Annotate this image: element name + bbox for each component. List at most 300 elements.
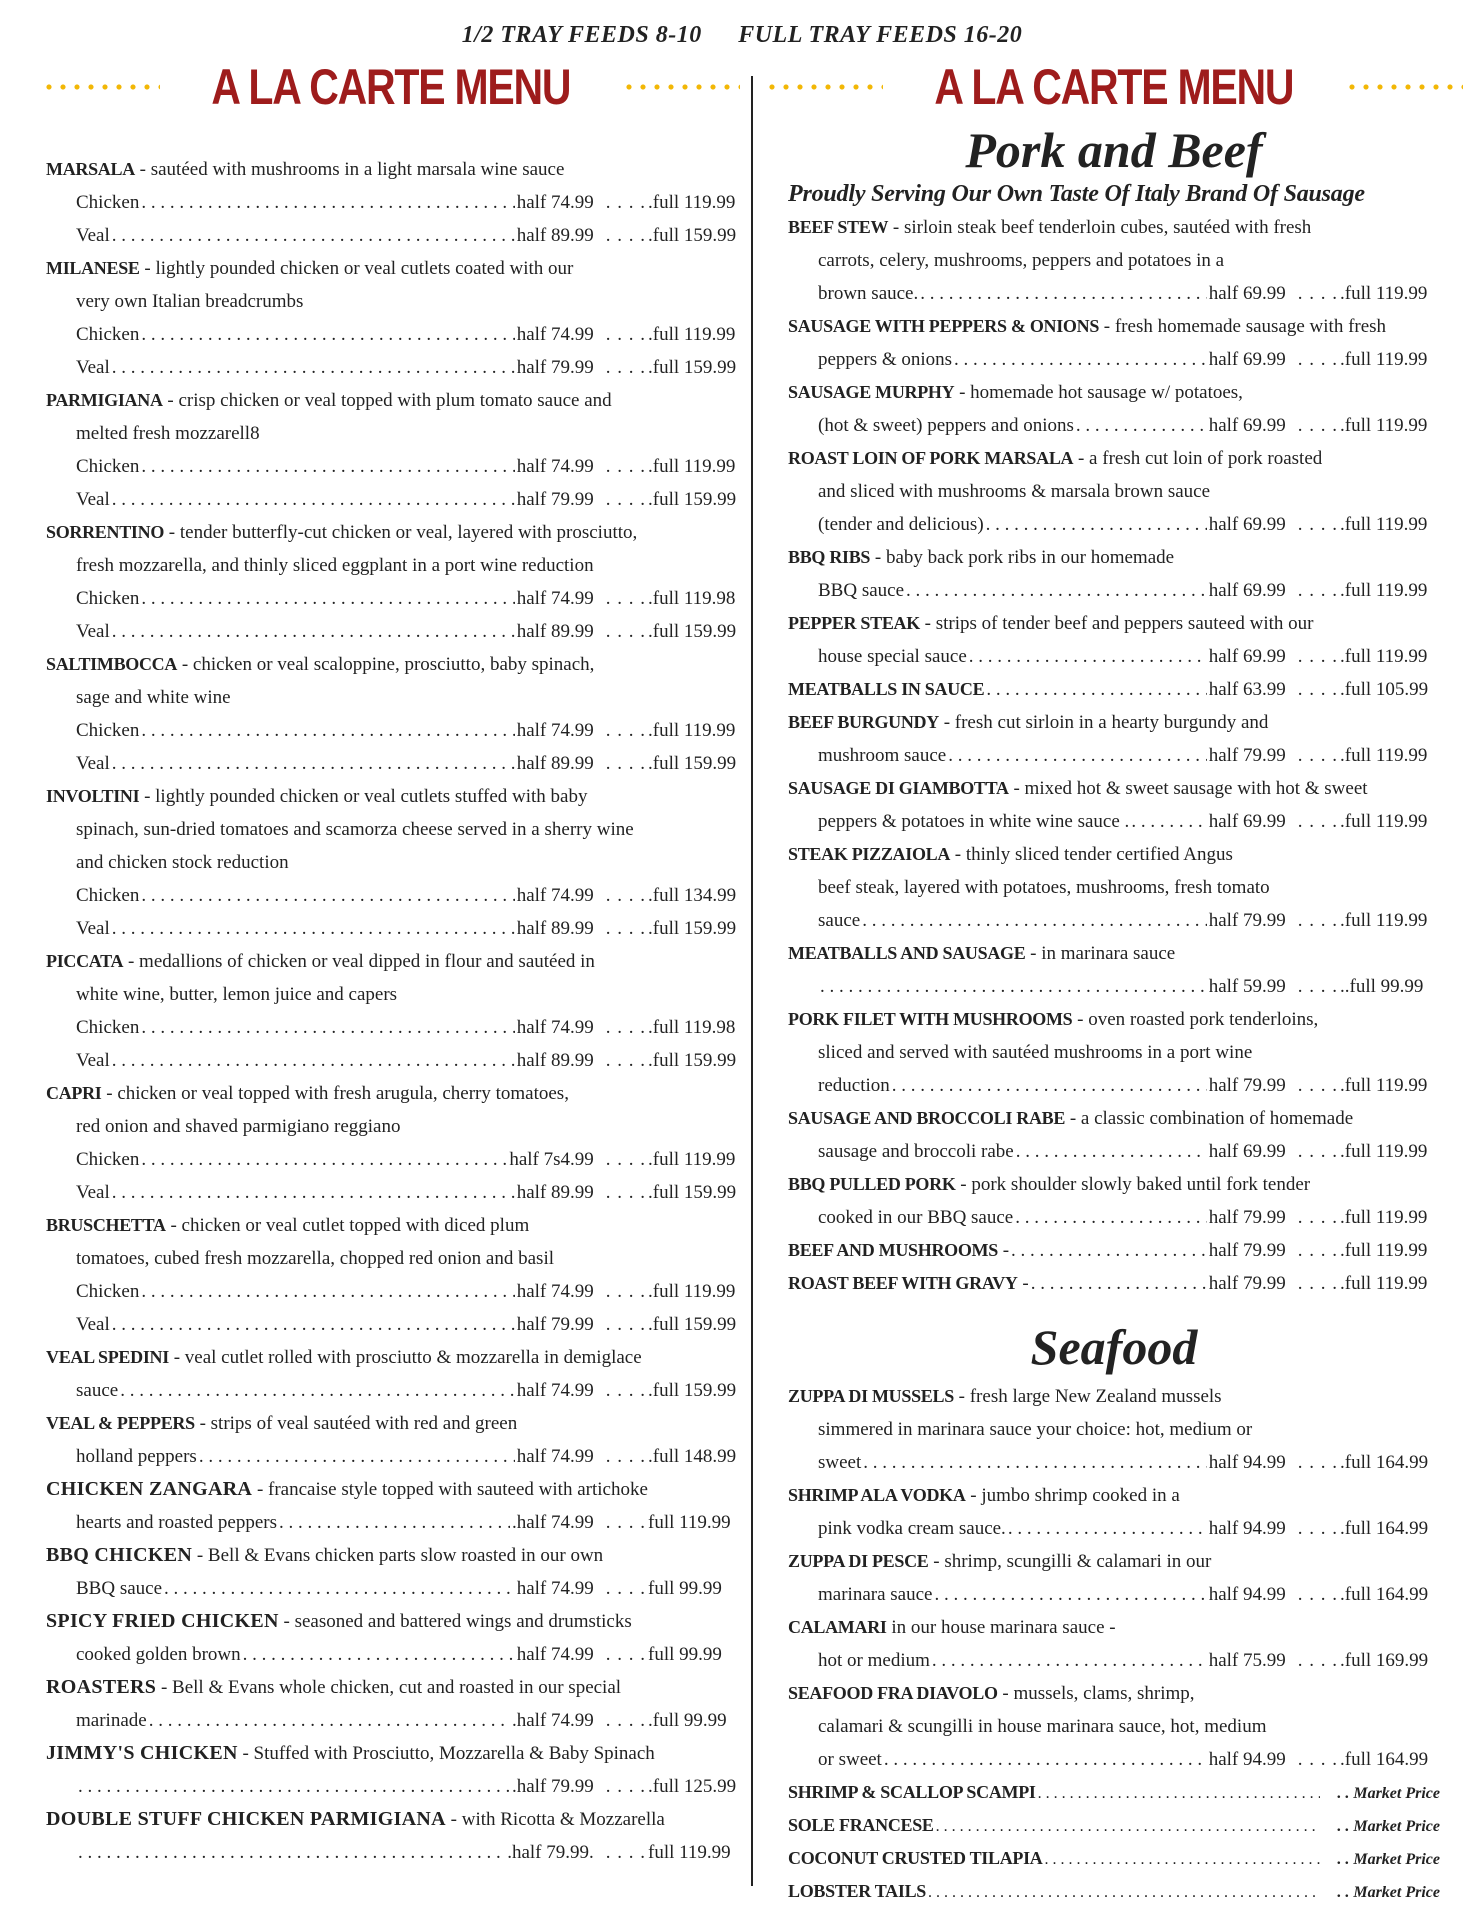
half-tray-price: half 74.99 [516, 1281, 594, 1302]
dot-leader [164, 1572, 515, 1605]
price-row [46, 1704, 736, 1737]
dot-leader: . . . . [1297, 1273, 1338, 1294]
half-tray-note: 1/2 TRAY FEEDS 8-10 [461, 22, 702, 48]
price-row-label: Veal [76, 225, 110, 246]
menu-item-description: - chicken or veal cutlet topped with diced plum [165, 1215, 530, 1236]
full-tray-price: .full 159.99 [648, 621, 737, 642]
half-tray-price: half 74.99 [516, 1017, 594, 1038]
price-row [46, 1176, 736, 1209]
menu-item [788, 310, 1440, 376]
menu-item-description: - jumbo shrimp cooked in a [965, 1485, 1180, 1506]
full-tray-price: .full 119.99 [648, 1281, 736, 1302]
column-divider [751, 76, 753, 1886]
price-row [788, 640, 1440, 673]
dot-leader [986, 673, 1206, 706]
menu-item-first-line [788, 376, 1440, 409]
price-row [46, 450, 736, 483]
menu-title-left [46, 55, 736, 119]
price-row [46, 747, 736, 780]
menu-item-first-line [46, 1341, 736, 1374]
menu-item-first-line [46, 252, 736, 285]
menu-title-right [788, 55, 1440, 119]
menu-item-name: DOUBLE STUFF CHICKEN PARMIGIANA [46, 1808, 446, 1830]
dot-leader: . . . . [605, 1710, 646, 1731]
price-row-label: Chicken [76, 1017, 140, 1038]
half-tray-price: half 74.99 [516, 1644, 594, 1665]
price-row [46, 1044, 736, 1077]
dot-leader: . . . . [1297, 646, 1338, 667]
price-row [46, 351, 736, 384]
dot-leader: . . . . [605, 1776, 646, 1797]
price-row [788, 343, 1440, 376]
menu-item-description: - mixed hot & sweet sausage with hot & sweet [1008, 778, 1368, 799]
menu-item-description: - oven roasted pork tenderloins, [1072, 1009, 1319, 1030]
price-row-label: Chicken [76, 1149, 140, 1170]
menu-item-first-line [46, 945, 736, 978]
menu-item-name: BEEF STEW [788, 217, 889, 237]
menu-item-first-line [788, 1003, 1440, 1036]
full-tray-price: .full 134.99 [648, 885, 737, 906]
dot-leader: . . . . [1297, 283, 1338, 304]
menu-title-text: A LA CARTE MENU [211, 59, 571, 115]
menu-item-description: melted fresh mozzarell8 [76, 423, 260, 444]
dot-leader: . . . . [605, 1842, 646, 1863]
dot-leader: . . . . [1297, 811, 1338, 832]
dot-leader [141, 450, 514, 483]
dot-leader: . . . . [1297, 415, 1338, 436]
menu-item-description: - sirloin steak beef tenderloin cubes, sautéed with fresh [888, 217, 1312, 238]
menu-item-description: beef steak, layered with potatoes, mushrooms, fresh tomato [818, 877, 1270, 898]
dot-leader [1045, 1843, 1321, 1876]
menu-item-name: PARMIGIANA [46, 390, 163, 410]
price-row [788, 1446, 1440, 1479]
menu-title-text: A LA CARTE MENU [934, 59, 1294, 115]
menu-item-description: fresh mozzarella, and thinly sliced eggplant in a port wine reduction [76, 555, 594, 576]
full-tray-price: .full 119.99 [1340, 745, 1428, 766]
full-tray-price: .full 119.99 [1340, 910, 1428, 931]
menu-item-description: - a fresh cut loin of pork roasted [1073, 448, 1323, 469]
price-row-label: sauce [818, 910, 861, 931]
price-row [788, 409, 1440, 442]
dot-leader [243, 1638, 515, 1671]
menu-item-name: SAUSAGE WITH PEPPERS & ONIONS [788, 316, 1100, 336]
dot-leader [141, 186, 514, 219]
dot-leader: . . . . [1297, 910, 1338, 931]
price-row-label: BBQ sauce [76, 1578, 163, 1599]
menu-item-first-line [46, 648, 736, 681]
price-row-label: Chicken [76, 588, 140, 609]
half-tray-price: half 89.99 [516, 1182, 594, 1203]
price-row-label: - [1017, 1273, 1029, 1294]
menu-item [788, 1677, 1440, 1776]
half-tray-price: half 69.99 [1208, 811, 1286, 832]
full-tray-price: .full 119.99 [1340, 646, 1428, 667]
menu-item [46, 516, 736, 648]
price-row-label: Veal [76, 1182, 110, 1203]
menu-item-name: STEAK PIZZAIOLA [788, 844, 951, 864]
market-price-item [788, 1776, 1440, 1809]
price-row-label: Chicken [76, 192, 140, 213]
price-row [788, 1135, 1440, 1168]
menu-item [788, 838, 1440, 937]
full-tray-price: full 99.99 [648, 1578, 722, 1599]
full-tray-price: .full 164.99 [1340, 1749, 1429, 1770]
menu-item [46, 780, 736, 945]
dot-leader [1031, 1267, 1207, 1300]
menu-item [788, 706, 1440, 772]
dot-leader [141, 1275, 514, 1308]
menu-item-name: CALAMARI [788, 1617, 887, 1637]
menu-item-first-line [46, 1737, 736, 1770]
menu-item-description: - in marinara sauce [1025, 943, 1176, 964]
full-tray-price: .full 148.99 [648, 1446, 737, 1467]
price-row [788, 805, 1440, 838]
dot-leader: . . . . [605, 1512, 646, 1533]
price-row [46, 1011, 736, 1044]
price-row-label: sausage and broccoli rabe [818, 1141, 1014, 1162]
menu-item-name: SEAFOOD FRA DIAVOLO [788, 1683, 998, 1703]
price-row-label: (tender and delicious) [818, 514, 984, 535]
dot-leader [112, 219, 515, 252]
dot-leader: . . . . [605, 621, 646, 642]
menu-item-name: SALTIMBOCCA [46, 654, 178, 674]
dot-leader [863, 1446, 1206, 1479]
dot-leader [120, 1374, 515, 1407]
menu-item-description: - chicken or veal topped with fresh arugula, cherry tomatoes, [101, 1083, 569, 1104]
dot-leader: . . . . [1297, 1584, 1338, 1605]
menu-item-name: PEPPER STEAK [788, 613, 920, 633]
half-tray-price: half 79.99 [1208, 745, 1286, 766]
menu-item-description: very own Italian breadcrumbs [76, 291, 304, 312]
half-tray-price: half 69.99 [1208, 283, 1286, 304]
menu-item-first-line [46, 1077, 736, 1110]
menu-item-first-line [788, 310, 1440, 343]
menu-item-first-line [788, 211, 1440, 244]
menu-item-description: - fresh homemade sausage with fresh [1099, 316, 1387, 337]
price-row-label: peppers & onions [818, 349, 953, 370]
menu-item-description: - Bell & Evans whole chicken, cut and roasted in our special [156, 1677, 622, 1698]
price-row [788, 739, 1440, 772]
full-tray-price: .full 119.99 [1340, 415, 1428, 436]
dot-leader: . . . . [605, 225, 646, 246]
tray-size-banner [0, 22, 1484, 49]
price-row-label: Chicken [76, 720, 140, 741]
full-tray-price: ..full 99.99 [1340, 976, 1424, 997]
menu-item-name: BBQ PULLED PORK [788, 1174, 956, 1194]
price-row [788, 970, 1440, 1003]
menu-item-name: SAUSAGE AND BROCCOLI RABE [788, 1108, 1066, 1128]
half-tray-price: half 74.99 [516, 456, 594, 477]
price-row [46, 1308, 736, 1341]
menu-item [46, 1209, 736, 1341]
price-row-label: - [997, 1240, 1010, 1261]
price-row-label: BBQ sauce [818, 580, 905, 601]
half-tray-price: half 74.99 [516, 192, 594, 213]
menu-item-description: - Stuffed with Prosciutto, Mozzarella & Baby Spinach [237, 1743, 655, 1764]
market-price-list [788, 1776, 1440, 1908]
full-tray-price: .full 164.99 [1340, 1452, 1429, 1473]
menu-item-name: ROAST BEEF WITH GRAVY [788, 1273, 1018, 1293]
menu-item [46, 945, 736, 1077]
dot-leader [986, 508, 1207, 541]
dot-leader [954, 343, 1207, 376]
half-tray-price: half 79.99 [1208, 910, 1286, 931]
dot-leader [78, 1770, 510, 1803]
full-tray-price: .full 125.99 [648, 1776, 737, 1797]
half-tray-price: half 94.99 [1208, 1749, 1286, 1770]
full-tray-price: .full 159.99 [648, 753, 737, 774]
price-row [46, 879, 736, 912]
menu-item-description: - sautéed with mushrooms in a light marsala wine sauce [134, 159, 565, 180]
price-row-label: sweet [818, 1452, 862, 1473]
dot-leader [279, 1506, 510, 1539]
dot-leader [1131, 805, 1206, 838]
price-row [46, 186, 736, 219]
menu-item-first-line [788, 1479, 1440, 1512]
menu-item-first-line [788, 1102, 1440, 1135]
menu-item-name: ROAST LOIN OF PORK MARSALA [788, 448, 1074, 468]
half-tray-price: half 69.99 [1208, 514, 1286, 535]
half-tray-price: half 59.99 [1208, 976, 1286, 997]
menu-item-name: SAUSAGE MURPHY [788, 382, 955, 402]
half-tray-price: half 74.99 [516, 1446, 594, 1467]
price-row-label: sauce [76, 1380, 119, 1401]
full-tray-price: .full 164.99 [1340, 1518, 1429, 1539]
price-row-label: marinara sauce [818, 1584, 933, 1605]
dot-leader: . . . . [1297, 1207, 1338, 1228]
menu-item-name: BEEF AND MUSHROOMS [788, 1240, 998, 1260]
full-tray-price: .full 119.99 [1340, 1207, 1428, 1228]
menu-item-description: - with Ricotta & Mozzarella [445, 1809, 665, 1830]
dot-leader: . . . . [605, 918, 646, 939]
menu-item [46, 1341, 736, 1407]
price-row [46, 615, 736, 648]
price-row [46, 1143, 736, 1176]
menu-item-first-line [788, 1168, 1440, 1201]
menu-item-description: - shrimp, scungilli & calamari in our [928, 1551, 1212, 1572]
full-tray-price: .full 119.99 [1340, 811, 1428, 832]
dot-leader: . . . . [605, 1149, 646, 1170]
menu-item-first-line [788, 838, 1440, 871]
menu-item-name: MILANESE [46, 258, 140, 278]
menu-item-first-line [788, 772, 1440, 805]
menu-item [788, 1003, 1440, 1102]
menu-item [788, 1168, 1440, 1234]
price-row [46, 1374, 736, 1407]
price-row-label: peppers & potatoes in white wine sauce . [818, 811, 1130, 832]
menu-item-description: - mussels, clams, shrimp, [997, 1683, 1195, 1704]
menu-item [46, 384, 736, 516]
dot-leader: . . . . [605, 324, 646, 345]
menu-item-name: BBQ CHICKEN [46, 1544, 193, 1566]
menu-item-description: in our house marinara sauce - [886, 1617, 1116, 1638]
half-tray-price: half 79.99 [516, 357, 594, 378]
menu-item-first-line [46, 1803, 736, 1836]
price-row [788, 508, 1440, 541]
full-tray-price: .full 119.99 [648, 324, 736, 345]
menu-item-name: MEATBALLS AND SAUSAGE [788, 943, 1026, 963]
pork-beef-list [788, 211, 1440, 1300]
menu-item [788, 1545, 1440, 1611]
dot-leader [892, 1069, 1207, 1102]
menu-item-description: and chicken stock reduction [76, 852, 289, 873]
menu-item-description: - strips of veal sautéed with red and green [194, 1413, 518, 1434]
price-row-label: Veal [76, 1050, 110, 1071]
price-row [46, 219, 736, 252]
dot-leader: . . . . [605, 1446, 646, 1467]
price-row [46, 582, 736, 615]
full-tray-price: .full 119.99 [1340, 1240, 1428, 1261]
menu-item-description: - chicken or veal scaloppine, prosciutto, baby spinach, [177, 654, 595, 675]
price-row-label: house special sauce [818, 646, 967, 667]
menu-item-description: - tender butterfly-cut chicken or veal, layered with prosciutto, [164, 522, 638, 543]
menu-item-name: BBQ RIBS [788, 547, 871, 567]
half-tray-price: half 74.99 [516, 720, 594, 741]
full-tray-price: .full 159.99 [648, 918, 737, 939]
dot-leader [934, 1578, 1206, 1611]
menu-item-name: ZUPPA DI PESCE [788, 1551, 929, 1571]
menu-item-first-line [788, 1611, 1440, 1644]
menu-item [46, 1803, 736, 1869]
dot-leader [141, 714, 514, 747]
dot-leader: . . . . [605, 192, 646, 213]
dot-leader: . . . . [1297, 976, 1338, 997]
dot-leader: . . . . [605, 1314, 646, 1335]
menu-item-description: spinach, sun-dried tomatoes and scamorza cheese served in a sherry wine [76, 819, 634, 840]
menu-item-first-line [788, 1267, 1440, 1300]
menu-item [46, 1737, 736, 1803]
dot-leader: . . . . [605, 1644, 646, 1665]
menu-item-description: - pork shoulder slowly baked until fork tender [955, 1174, 1311, 1195]
menu-item-description: - homemade hot sausage w/ potatoes, [954, 382, 1243, 403]
full-tray-price: full 99.99 [648, 1644, 722, 1665]
price-row [788, 574, 1440, 607]
dot-leader: . . . . [605, 588, 646, 609]
menu-item-name: SAUSAGE DI GIAMBOTTA [788, 778, 1009, 798]
section-title-seafood: Seafood [1030, 1319, 1198, 1375]
menu-item [788, 442, 1440, 541]
dot-leader [1008, 1512, 1207, 1545]
dot-ornament [1345, 83, 1463, 91]
dot-leader [969, 640, 1207, 673]
dot-leader [948, 739, 1206, 772]
market-price: . . Market Price [1337, 1884, 1440, 1901]
price-row-label: mushroom sauce [818, 745, 947, 766]
dot-leader: . . . . [1297, 1141, 1338, 1162]
menu-item-first-line [788, 1380, 1440, 1413]
menu-item-first-line [788, 1545, 1440, 1578]
full-tray-price: .full 169.99 [1340, 1650, 1429, 1671]
market-price-item [788, 1842, 1440, 1875]
dot-ornament [765, 83, 883, 91]
dot-leader [141, 318, 514, 351]
menu-item-name: SPICY FRIED CHICKEN [46, 1610, 279, 1632]
left-column [46, 55, 736, 1869]
dot-leader: . . . . [605, 885, 646, 906]
dot-leader [112, 1044, 515, 1077]
menu-item-description: calamari & scungilli in house marinara sauce, hot, medium [818, 1716, 1267, 1737]
dot-leader: . . . . [605, 1380, 646, 1401]
menu-item [788, 1234, 1440, 1267]
full-tray-price: .full 119.99 [1340, 1141, 1428, 1162]
price-row-label: reduction [818, 1075, 890, 1096]
dot-leader: . . . . [1297, 679, 1338, 700]
dot-leader: . . . . [1297, 514, 1338, 535]
menu-item-description: carrots, celery, mushrooms, peppers and potatoes in a [818, 250, 1225, 271]
half-tray-price: half 79.99 [1208, 1273, 1286, 1294]
dot-leader: . . . . [1297, 1749, 1338, 1770]
price-row [46, 1836, 736, 1869]
dot-leader [820, 970, 1207, 1003]
half-tray-price: half 74.99 [516, 885, 594, 906]
market-price-item [788, 1875, 1440, 1908]
menu-item-name: SHRIMP ALA VODKA [788, 1485, 966, 1505]
market-price: . . Market Price [1337, 1851, 1440, 1868]
half-tray-price: .half 79.99. [507, 1842, 594, 1863]
price-row-label: Veal [76, 621, 110, 642]
half-tray-price: half 89.99 [516, 225, 594, 246]
menu-item [788, 607, 1440, 673]
menu-item [46, 1473, 736, 1539]
seafood-list [788, 1380, 1440, 1776]
price-row [46, 714, 736, 747]
dot-leader [112, 351, 515, 384]
dot-leader: . . . . [1297, 1518, 1338, 1539]
dot-leader [112, 912, 515, 945]
price-row [46, 318, 736, 351]
price-row-label: Veal [76, 1314, 110, 1335]
menu-item-first-line [46, 1473, 736, 1506]
menu-item-description: - francaise style topped with sauteed with artichoke [252, 1479, 648, 1500]
menu-item-first-line [788, 1677, 1440, 1710]
menu-item-description: - seasoned and battered wings and drumsticks [278, 1611, 632, 1632]
full-tray-price: full 119.99 [648, 1842, 731, 1863]
half-tray-price: half 79.99 [1208, 1075, 1286, 1096]
menu-item [788, 376, 1440, 442]
menu-item-name: SORRENTINO [46, 522, 165, 542]
menu-item [46, 1407, 736, 1473]
dot-leader [928, 1876, 1320, 1909]
half-tray-price: half 63.99 [1208, 679, 1286, 700]
price-row [46, 1572, 736, 1605]
dot-leader [199, 1440, 515, 1473]
full-tray-price: .full 119.99 [1340, 1273, 1428, 1294]
menu-item-description: white wine, butter, lemon juice and capers [76, 984, 398, 1005]
price-row-label: hearts and roasted peppers [76, 1512, 278, 1533]
half-tray-price: half 74.99 [516, 1578, 594, 1599]
menu-item [788, 1611, 1440, 1677]
menu-item-description: and sliced with mushrooms & marsala brown sauce [818, 481, 1211, 502]
dot-leader [1015, 1201, 1206, 1234]
menu-item [46, 1671, 736, 1737]
price-row-label: Veal [76, 357, 110, 378]
dot-ornament [622, 83, 740, 91]
full-tray-price: .full 119.99 [648, 456, 736, 477]
dot-leader [1038, 1777, 1320, 1810]
market-price-item [788, 1809, 1440, 1842]
price-row-label: pink vodka cream sauce. [818, 1518, 1006, 1539]
sausage-subheading: Proudly Serving Our Own Taste Of Italy Brand Of Sausage [788, 181, 1365, 207]
price-row [46, 1275, 736, 1308]
dot-leader: . . . . [605, 357, 646, 378]
menu-item [788, 211, 1440, 310]
dot-leader [141, 582, 514, 615]
half-tray-price: half 79.99 [516, 1314, 594, 1335]
price-row [46, 1440, 736, 1473]
menu-item-name: ZUPPA DI MUSSELS [788, 1386, 954, 1406]
menu-item-description: simmered in marinara sauce your choice: hot, medium or [818, 1419, 1253, 1440]
price-row-label: hot or medium [818, 1650, 930, 1671]
